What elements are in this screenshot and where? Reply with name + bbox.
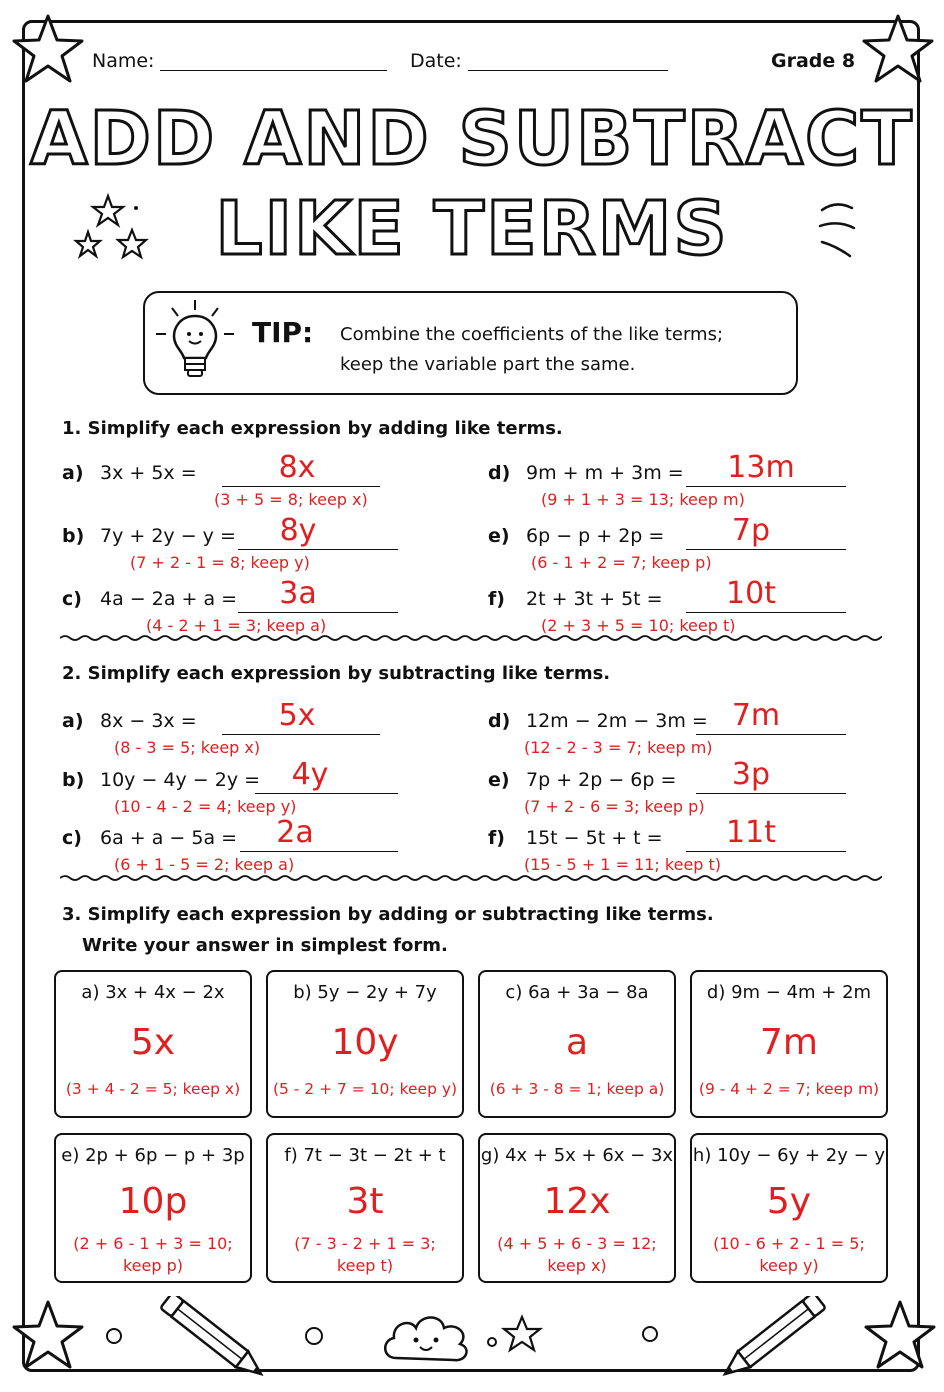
answer-line[interactable] <box>686 549 846 550</box>
problem-expression: 15t − 5t + t = <box>526 827 663 849</box>
answer-line[interactable] <box>686 612 846 613</box>
divider <box>60 632 882 644</box>
lightbulb-icon <box>150 296 240 388</box>
problem-expression: 6a + a − 5a = <box>100 827 238 849</box>
answer-line[interactable] <box>222 734 380 735</box>
problem-expression: 7y + 2y − y = <box>100 525 236 547</box>
answer-value: 7m <box>731 698 781 733</box>
box-work-line1: (10 - 6 + 2 - 1 = 5; <box>713 1234 865 1253</box>
answer-line[interactable] <box>686 486 846 487</box>
problem-letter: d) <box>488 462 511 484</box>
answer-box-a[interactable] <box>54 970 252 1118</box>
answer-line[interactable] <box>222 486 380 487</box>
answer-line[interactable] <box>686 851 846 852</box>
date-label: Date: <box>410 50 462 72</box>
section3-subheading: Write your answer in simplest form. <box>82 935 448 956</box>
answer-line[interactable] <box>238 612 398 613</box>
problem-expression: 9m + m + 3m = <box>526 462 684 484</box>
answer-box-c[interactable] <box>478 970 676 1118</box>
answer-box-h[interactable] <box>690 1133 888 1283</box>
answer-work: (10 - 4 - 2 = 4; keep y) <box>114 797 297 816</box>
box-question: g) 4x + 5x + 6x − 3x <box>480 1145 674 1166</box>
answer-value: 13m <box>727 450 795 485</box>
answer-line[interactable] <box>696 793 846 794</box>
tip-line2: keep the variable part the same. <box>340 354 636 375</box>
box-work-line1: (7 - 3 - 2 + 1 = 3; <box>294 1234 436 1253</box>
problem-expression: 10y − 4y − 2y = <box>100 769 261 791</box>
answer-value: 10t <box>726 576 776 611</box>
answer-value: 11t <box>726 815 776 850</box>
answer-value: 8x <box>278 450 316 485</box>
box-answer: 10p <box>118 1181 188 1222</box>
page-title-line1: ADD AND SUBTRACT <box>30 96 914 182</box>
answer-value: 3a <box>279 576 317 611</box>
box-question: a) 3x + 4x − 2x <box>81 982 225 1003</box>
box-work-line2: keep p) <box>122 1256 184 1275</box>
answer-work: (3 + 5 = 8; keep x) <box>214 490 368 509</box>
answer-value: 7p <box>731 513 771 548</box>
answer-line[interactable] <box>255 793 398 794</box>
box-work-line2: keep y) <box>759 1256 819 1275</box>
answer-work: (8 - 3 = 5; keep x) <box>114 738 261 757</box>
answer-value: 8y <box>279 513 317 548</box>
box-answer: a <box>565 1022 589 1063</box>
box-question: b) 5y − 2y + 7y <box>293 982 437 1003</box>
problem-expression: 7p + 2p − 6p = <box>526 769 677 791</box>
answer-work: (12 - 2 - 3 = 7; keep m) <box>524 738 713 757</box>
box-work: (9 - 4 + 2 = 7; keep m) <box>698 1080 880 1098</box>
box-answer: 5x <box>130 1022 176 1063</box>
answer-value: 5x <box>278 698 316 733</box>
answer-box-b[interactable] <box>266 970 464 1118</box>
date-field[interactable] <box>468 70 668 71</box>
box-question: c) 6a + 3a − 8a <box>505 982 649 1003</box>
answer-work: (4 - 2 + 1 = 3; keep a) <box>146 616 327 635</box>
problem-expression: 8x − 3x = <box>100 710 197 732</box>
problem-letter: b) <box>62 769 85 791</box>
problem-letter: a) <box>62 710 84 732</box>
problem-letter: d) <box>488 710 511 732</box>
answer-box-f[interactable] <box>266 1133 464 1283</box>
grade-label: Grade 8 <box>771 50 856 72</box>
pencil-icon <box>706 1296 826 1388</box>
box-answer: 7m <box>760 1022 818 1063</box>
answer-line[interactable] <box>240 851 398 852</box>
box-answer: 3t <box>346 1181 384 1222</box>
tip-line1: Combine the coefficients of the like terms; <box>340 324 724 345</box>
star-icon <box>858 10 938 90</box>
problem-letter: e) <box>488 525 510 547</box>
problem-letter: a) <box>62 462 84 484</box>
box-work-line2: keep t) <box>336 1256 394 1275</box>
tip-label: TIP: <box>252 316 314 349</box>
box-work-line2: keep x) <box>547 1256 607 1275</box>
answer-work: (9 + 1 + 3 = 13; keep m) <box>541 490 745 509</box>
box-question: d) 9m − 4m + 2m <box>706 982 872 1003</box>
section3-heading: 3. Simplify each expression by adding or subtracting like terms. <box>62 904 714 925</box>
answer-work: (7 + 2 - 1 = 8; keep y) <box>130 553 310 572</box>
problem-expression: 3x + 5x = <box>100 462 197 484</box>
problem-expression: 2t + 3t + 5t = <box>526 588 663 610</box>
problem-expression: 12m − 2m − 3m = <box>526 710 708 732</box>
box-work: (5 - 2 + 7 = 10; keep y) <box>272 1080 458 1098</box>
box-question: e) 2p + 6p − p + 3p <box>61 1145 245 1166</box>
answer-box-d[interactable] <box>690 970 888 1118</box>
box-work-line1: (2 + 6 - 1 + 3 = 10; <box>73 1234 233 1253</box>
answer-work: (6 + 1 - 5 = 2; keep a) <box>114 855 295 874</box>
answer-box-g[interactable] <box>478 1133 676 1283</box>
answer-line[interactable] <box>238 549 398 550</box>
problem-letter: f) <box>488 588 505 610</box>
answer-work: (7 + 2 - 6 = 3; keep p) <box>524 797 705 816</box>
answer-work: (15 - 5 + 1 = 11; keep t) <box>524 855 722 874</box>
answer-value: 3p <box>731 757 771 792</box>
answer-line[interactable] <box>696 734 846 735</box>
page-title-line2: LIKE TERMS <box>215 186 729 272</box>
star-icon <box>8 1296 88 1376</box>
box-work-line1: (4 + 5 + 6 - 3 = 12; <box>497 1234 657 1253</box>
problem-expression: 6p − p + 2p = <box>526 525 665 547</box>
decor-circles <box>100 1322 680 1362</box>
answer-work: (6 - 1 + 2 = 7; keep p) <box>531 553 712 572</box>
answer-work: (2 + 3 + 5 = 10; keep t) <box>541 616 736 635</box>
problem-letter: e) <box>488 769 510 791</box>
answer-value: 4y <box>291 757 329 792</box>
box-work: (6 + 3 - 8 = 1; keep a) <box>489 1080 665 1098</box>
box-answer: 12x <box>543 1181 611 1222</box>
box-answer: 5y <box>766 1181 812 1222</box>
section1-heading: 1. Simplify each expression by adding like terms. <box>62 418 563 439</box>
answer-box-e[interactable] <box>54 1133 252 1283</box>
box-question: h) 10y − 6y + 2y − y <box>692 1145 886 1166</box>
box-question: f) 7t − 3t − 2t + t <box>284 1145 446 1166</box>
star-icon <box>860 1296 940 1376</box>
answer-value: 2a <box>276 815 314 850</box>
problem-letter: c) <box>62 588 82 610</box>
problem-letter: c) <box>62 827 82 849</box>
problem-letter: f) <box>488 827 505 849</box>
star-icon <box>8 10 88 90</box>
section2-heading: 2. Simplify each expression by subtracting like terms. <box>62 663 611 684</box>
box-work: (3 + 4 - 2 = 5; keep x) <box>65 1080 241 1098</box>
box-answer: 10y <box>331 1022 399 1063</box>
problem-expression: 4a − 2a + a = <box>100 588 238 610</box>
divider <box>60 872 882 884</box>
name-field[interactable] <box>160 70 387 71</box>
name-label: Name: <box>92 50 155 72</box>
problem-letter: b) <box>62 525 85 547</box>
